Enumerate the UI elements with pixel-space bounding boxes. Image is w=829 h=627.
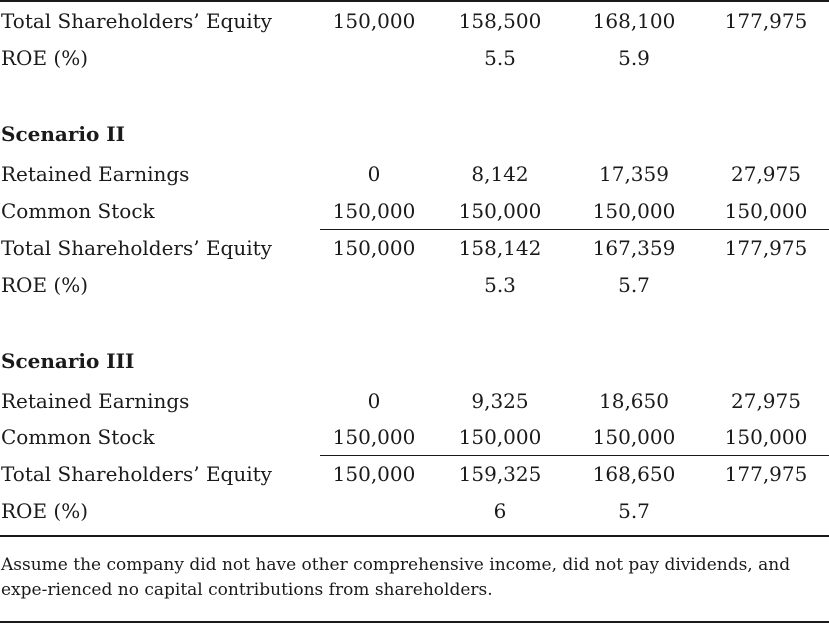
table-bottom-rule — [0, 535, 829, 537]
value-cell: 168,100 — [592, 9, 676, 33]
value-cell: 0 — [367, 162, 381, 186]
row-label: ROE (%) — [1, 273, 89, 297]
row-label: Retained Earnings — [1, 389, 190, 413]
value-cell: 150,000 — [332, 9, 416, 33]
value-cell: 150,000 — [592, 199, 676, 223]
value-cell: 5.5 — [484, 46, 516, 70]
row-label: Common Stock — [1, 425, 155, 449]
value-cell: 5.7 — [618, 273, 650, 297]
value-cell: 8,142 — [471, 162, 529, 186]
table-row-retained-earnings-s2 — [0, 156, 829, 192]
value-cell: 150,000 — [724, 425, 808, 449]
footnote-bottom-rule — [0, 621, 829, 623]
table-row-total-equity-s3 — [0, 456, 829, 492]
value-cell: 158,142 — [458, 236, 542, 260]
value-cell: 27,975 — [731, 389, 801, 413]
value-cell: 177,975 — [724, 236, 808, 260]
row-label: Total Shareholders’ Equity — [1, 236, 272, 260]
value-cell: 150,000 — [724, 199, 808, 223]
value-cell: 177,975 — [724, 9, 808, 33]
value-cell: 17,359 — [599, 162, 669, 186]
table-row-roe-s2 — [0, 267, 829, 303]
section-heading: Scenario III — [1, 349, 135, 373]
value-cell: 18,650 — [599, 389, 669, 413]
table-row-total-equity-s2 — [0, 230, 829, 266]
value-cell: 177,975 — [724, 462, 808, 486]
table-row-roe-s3 — [0, 493, 829, 529]
value-cell: 150,000 — [332, 199, 416, 223]
value-cell: 0 — [367, 389, 381, 413]
value-cell: 150,000 — [332, 425, 416, 449]
table-top-rule — [0, 0, 829, 2]
table-row-roe-s1 — [0, 40, 829, 76]
scenario-heading-iii — [0, 343, 829, 379]
value-cell: 150,000 — [458, 199, 542, 223]
table-row-retained-earnings-s3 — [0, 383, 829, 419]
table-row-common-stock-s2 — [0, 193, 829, 229]
value-cell: 5.7 — [618, 499, 650, 523]
row-label: ROE (%) — [1, 499, 89, 523]
table-row-common-stock-s3 — [0, 419, 829, 455]
value-cell: 6 — [493, 499, 507, 523]
table-footnote: Assume the company did not have other comprehensive income, did not pay dividends, and expe-rienced no capital contributions from shareholders. — [1, 555, 791, 600]
value-cell: 27,975 — [731, 162, 801, 186]
value-cell: 5.9 — [618, 46, 650, 70]
value-cell: 150,000 — [332, 236, 416, 260]
table-row-total-equity-s1 — [0, 3, 829, 39]
row-label: Retained Earnings — [1, 162, 190, 186]
value-cell: 150,000 — [458, 425, 542, 449]
value-cell: 159,325 — [458, 462, 542, 486]
value-cell: 158,500 — [458, 9, 542, 33]
value-cell: 168,650 — [592, 462, 676, 486]
row-label: Common Stock — [1, 199, 155, 223]
scenario-heading-ii — [0, 116, 829, 152]
value-cell: 5.3 — [484, 273, 516, 297]
section-heading: Scenario II — [1, 122, 125, 146]
value-cell: 150,000 — [332, 462, 416, 486]
value-cell: 9,325 — [471, 389, 529, 413]
row-label: Total Shareholders’ Equity — [1, 9, 272, 33]
row-label: ROE (%) — [1, 46, 89, 70]
value-cell: 167,359 — [592, 236, 676, 260]
value-cell: 150,000 — [592, 425, 676, 449]
row-label: Total Shareholders’ Equity — [1, 462, 272, 486]
